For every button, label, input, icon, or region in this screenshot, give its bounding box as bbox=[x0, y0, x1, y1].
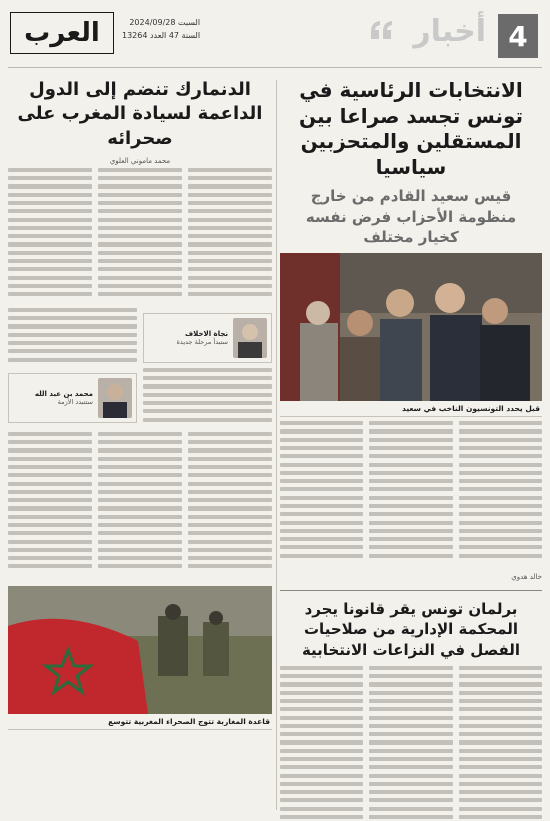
tunisia-subheadline: قيس سعيد القادم من خارج منظومة الأحزاب فرض نفسه كخيار مختلف bbox=[305, 187, 517, 246]
tunisia-photo-caption: قبل يحدد التونسيون الناخب في سعيد bbox=[280, 401, 542, 417]
issue-date: السبت 2024/09/28 bbox=[129, 18, 201, 27]
moroccan-flag-illustration bbox=[8, 586, 272, 714]
tunisia-photo bbox=[280, 253, 542, 401]
author-photo-2 bbox=[98, 378, 132, 418]
denmark-lower-col-2 bbox=[98, 432, 182, 582]
morocco-photo-caption: قاعدة المغاربة تتوج الصحراء المغربية تتوسع bbox=[8, 714, 272, 730]
parliament-body-col-1 bbox=[459, 666, 542, 821]
denmark-article bbox=[8, 74, 272, 814]
section-title: أخبار bbox=[413, 14, 486, 49]
denmark-lower-col-1 bbox=[188, 432, 272, 582]
issue-number: السنة 47 العدد 13264 bbox=[122, 31, 201, 40]
denmark-body-col-3 bbox=[8, 168, 92, 308]
author-card-2 bbox=[8, 373, 137, 423]
tunisia-body-col-3 bbox=[280, 421, 363, 571]
denmark-body-col-1 bbox=[188, 168, 272, 308]
issue-info bbox=[122, 16, 200, 42]
section-divider bbox=[280, 590, 542, 591]
newspaper-logo: العرب bbox=[10, 12, 114, 54]
denmark-body-top bbox=[8, 168, 272, 308]
tunisia-body-col-2 bbox=[369, 421, 452, 571]
parliament-body bbox=[280, 666, 542, 821]
tunisia-headline: الانتخابات الرئاسية في تونس تجسد صراعا بين المستقلين والمتحزبين سياسيا bbox=[298, 78, 523, 179]
denmark-body-mid-2 bbox=[8, 308, 137, 368]
author-photo-1 bbox=[233, 318, 267, 358]
quote-icon bbox=[368, 18, 394, 42]
tunisia-body-col-1 bbox=[459, 421, 542, 571]
morocco-photo bbox=[8, 586, 272, 714]
denmark-body-mid-1 bbox=[143, 368, 272, 428]
denmark-body-col-2 bbox=[98, 168, 182, 308]
author-name-1: نجاة الاخلاف bbox=[185, 329, 228, 338]
denmark-lower-col-3 bbox=[8, 432, 92, 582]
denmark-headline: الدنمارك تنضم إلى الدول الداعمة لسيادة المغرب على صحرائه bbox=[17, 79, 263, 149]
crowd-photo-illustration bbox=[280, 253, 542, 401]
author-name-2: محمد بن عبد الله bbox=[34, 389, 93, 398]
parliament-body-col-3 bbox=[280, 666, 363, 821]
tunisia-article bbox=[280, 74, 542, 814]
denmark-body-lower bbox=[8, 432, 272, 582]
masthead bbox=[8, 8, 542, 68]
tunisia-byline: خالد هدوي bbox=[511, 573, 542, 582]
parliament-body-col-2 bbox=[369, 666, 452, 821]
denmark-byline: محمد ماموني العلوي bbox=[109, 156, 171, 165]
page-number: 4 bbox=[498, 14, 538, 58]
column-divider bbox=[276, 80, 277, 810]
author-role-2: ستتبدد الأزمة bbox=[57, 397, 93, 406]
parliament-headline: برلمان تونس يقر قانونا يجرد المحكمة الإدارية من صلاحيات الفصل في النزاعات الانتخابية bbox=[301, 600, 521, 659]
author-card-1 bbox=[143, 313, 272, 363]
tunisia-body bbox=[280, 421, 542, 571]
author-role-1: ستبدأ مرحلة جديدة bbox=[176, 337, 228, 346]
